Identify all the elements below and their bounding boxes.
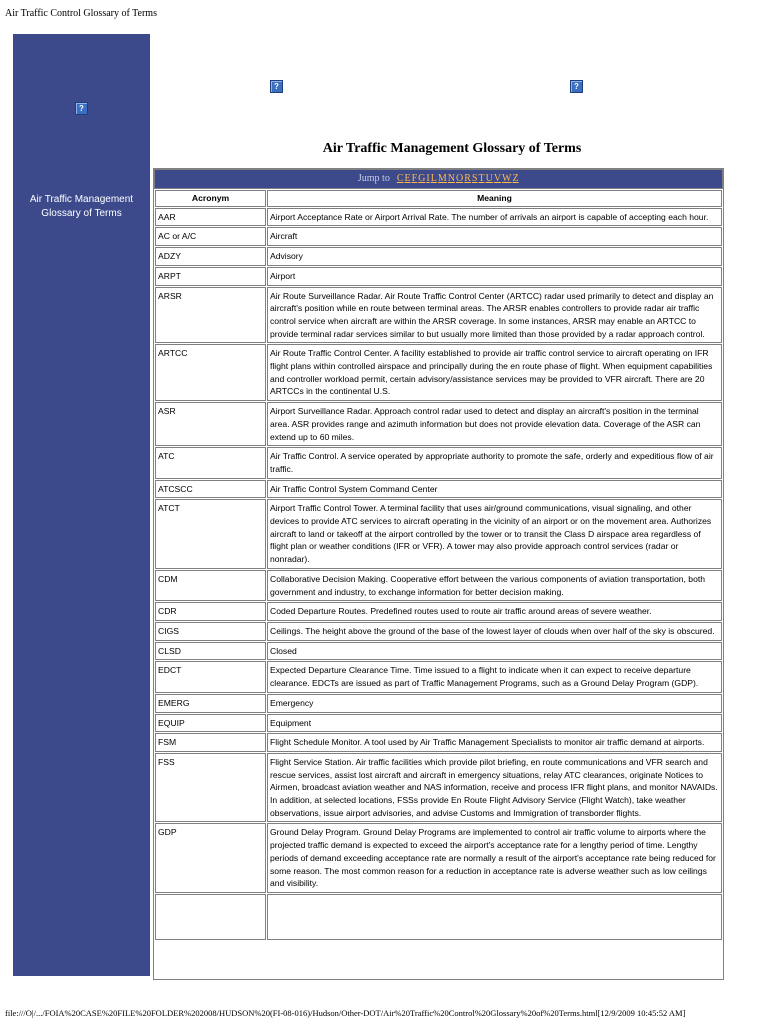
meaning-cell: Air Traffic Control System Command Center xyxy=(267,480,722,499)
glossary-table-container xyxy=(153,168,724,980)
jump-letter-link[interactable]: S xyxy=(471,173,478,184)
table-row xyxy=(155,753,722,823)
meaning-cell: Airport Acceptance Rate or Airport Arrival Rate. The number of arrivals an airport is capable of accepting each hour. xyxy=(267,208,722,227)
meaning-cell: Air Traffic Control. A service operated by appropriate authority to promote the safe, orderly and expeditious flow of air traffic. xyxy=(267,447,722,478)
table-row xyxy=(155,714,722,733)
acronym-cell: ARSR xyxy=(155,287,266,344)
acronym-cell: FSS xyxy=(155,753,266,823)
jump-letter-link[interactable]: Z xyxy=(512,173,519,184)
meaning-cell: Airport Traffic Control Tower. A terminal facility that uses air/ground communications, visual signaling, and other devices to provide ATC services to aircraft operating in the vicinity of an airport or on the movement area. Authorizes aircraft to land or takeoff at the airport controlled by the tower or to transit the Class D airspace area regardless of flight plan or weather conditions (IFR or VFR). A tower may also provide approach control services (radar or nonradar). xyxy=(267,499,722,569)
meaning-cell: Ground Delay Program. Ground Delay Programs are implemented to control air traffic volume to airports where the projected traffic demand is expected to exceed the airport's acceptance rate for a lengthy period of time. Lengthy periods of demand exceeding acceptance rate are normally a result of the airport's acceptance rate being reduced for some reason. The most common reason for a reduction in acceptance rate is adverse weather such as low ceilings and visibility. xyxy=(267,823,722,893)
jump-letter-link[interactable]: U xyxy=(485,173,493,184)
acronym-cell: FSM xyxy=(155,733,266,752)
acronym-cell: EMERG xyxy=(155,694,266,713)
acronym-cell: CLSD xyxy=(155,642,266,661)
meaning-cell: Advisory xyxy=(267,247,722,266)
meaning-cell: Emergency xyxy=(267,694,722,713)
acronym-cell: ATC xyxy=(155,447,266,478)
table-row xyxy=(155,447,722,478)
acronym-cell: ARPT xyxy=(155,267,266,286)
jump-letter-link[interactable]: T xyxy=(478,173,485,184)
table-row xyxy=(155,344,722,401)
jump-letter-link[interactable]: G xyxy=(418,173,426,184)
table-row xyxy=(155,208,722,227)
meaning-cell: Ceilings. The height above the ground of the base of the lowest layer of clouds when over half of the sky is obscured. xyxy=(267,622,722,641)
meaning-cell: Airport xyxy=(267,267,722,286)
jump-to-bar xyxy=(154,169,723,189)
help-icon[interactable]: ? xyxy=(270,80,283,93)
acronym-cell: AAR xyxy=(155,208,266,227)
page-footer-url: file:///O|/.../FOIA%20CASE%20FILE%20FOLDER%202008/HUDSON%20(FI-08-016)/Hudson/Other-DOT/Air%20Traffic%20Control%20Glossary%20of%20Terms.html[12/9/2009 10:45:52 AM] xyxy=(5,1008,686,1018)
jump-letter-link[interactable]: E xyxy=(404,173,411,184)
jump-letter-link[interactable]: M xyxy=(437,173,447,184)
meaning-cell: Flight Schedule Monitor. A tool used by Air Traffic Management Specialists to monitor air traffic demand at airports. xyxy=(267,733,722,752)
jump-letter-links xyxy=(396,173,519,184)
table-header-row xyxy=(155,190,722,207)
help-icon[interactable]: ? xyxy=(75,102,88,115)
help-icon[interactable]: ? xyxy=(570,80,583,93)
table-row xyxy=(155,642,722,661)
acronym-cell: ATCSCC xyxy=(155,480,266,499)
sidebar-title: Air Traffic Management Glossary of Terms xyxy=(29,194,134,219)
table-row xyxy=(155,287,722,344)
jump-letter-link[interactable]: N xyxy=(447,173,455,184)
table-row xyxy=(155,402,722,446)
acronym-cell: CDM xyxy=(155,570,266,601)
jump-letter-link[interactable]: V xyxy=(493,173,502,184)
meaning-cell: Coded Departure Routes. Predefined routes used to route air traffic around areas of severe weather. xyxy=(267,602,722,621)
page-header-title: Air Traffic Control Glossary of Terms xyxy=(5,8,157,19)
meaning-cell: Equipment xyxy=(267,714,722,733)
acronym-cell: ADZY xyxy=(155,247,266,266)
table-row xyxy=(155,661,722,692)
jump-letter-link[interactable]: W xyxy=(502,173,512,184)
table-row xyxy=(155,570,722,601)
meaning-cell: Flight Service Station. Air traffic facilities which provide pilot briefing, en route communications and VFR search and rescue services, assist lost aircraft and aircraft in emergency situations, relay ATC clearances, originate Notices to Airmen, broadcast aviation weather and NAS information, receive and process IFR flight plans, and monitor NAVAIDs. In addition, at selected locations, FSSs provide En Route Flight Advisory Service (Flight Watch), take weather observations, issue airport advisories, and advise Customs and Immigration of transborder flights. xyxy=(267,753,722,823)
meaning-cell: Collaborative Decision Making. Cooperative effort between the various components of aviation transportation, both government and industry, to exchange information for better decision making. xyxy=(267,570,722,601)
acronym-cell xyxy=(155,894,266,940)
sidebar xyxy=(13,34,150,976)
acronym-cell: ARTCC xyxy=(155,344,266,401)
acronym-cell: ASR xyxy=(155,402,266,446)
acronym-cell: CDR xyxy=(155,602,266,621)
page-title: Air Traffic Management Glossary of Terms xyxy=(322,141,582,156)
glossary-table xyxy=(154,189,723,941)
meaning-cell xyxy=(267,894,722,940)
table-row xyxy=(155,733,722,752)
jump-letter-link[interactable]: R xyxy=(464,173,471,184)
table-row xyxy=(155,499,722,569)
table-row xyxy=(155,602,722,621)
acronym-cell: EDCT xyxy=(155,661,266,692)
acronym-cell: CIGS xyxy=(155,622,266,641)
jump-letter-link[interactable]: O xyxy=(456,173,464,184)
meaning-cell: Aircraft xyxy=(267,227,722,246)
meaning-cell: Air Route Traffic Control Center. A facility established to provide air traffic control service to aircraft operating on IFR flight plans within controlled airspace and principally during the en route phase of flight. When equipment capabilities and controller workload permit, certain advisory/assistance services may be provided to VFR aircraft. There are 20 ARTCCs in the continental U.S. xyxy=(267,344,722,401)
acronym-cell: EQUIP xyxy=(155,714,266,733)
table-row xyxy=(155,622,722,641)
column-header-acronym: Acronym xyxy=(155,190,266,207)
table-row xyxy=(155,480,722,499)
acronym-cell: AC or A/C xyxy=(155,227,266,246)
table-row xyxy=(155,823,722,893)
meaning-cell: Airport Surveillance Radar. Approach control radar used to detect and display an aircraft's position in the terminal area. ASR provides range and azimuth information but does not provide elevation data. Coverage of the ASR can extend up to 60 miles. xyxy=(267,402,722,446)
jump-to-label: Jump to xyxy=(357,173,390,184)
jump-letter-link[interactable]: C xyxy=(396,173,404,184)
table-row xyxy=(155,894,722,940)
jump-letter-link[interactable]: L xyxy=(430,173,437,184)
column-header-meaning: Meaning xyxy=(267,190,722,207)
table-row xyxy=(155,227,722,246)
table-row xyxy=(155,267,722,286)
meaning-cell: Air Route Surveillance Radar. Air Route Traffic Control Center (ARTCC) radar used primarily to detect and display an aircraft's position while en route between terminal areas. The ARSR enables controllers to provide radar air traffic control service when aircraft are within the ARSR coverage. In some instances, ARSR may enable an ARTCC to provide terminal radar services similar to but usually more limited than those provided by a radar approach control. xyxy=(267,287,722,344)
jump-letter-link[interactable]: I xyxy=(426,173,430,184)
meaning-cell: Closed xyxy=(267,642,722,661)
acronym-cell: GDP xyxy=(155,823,266,893)
table-row xyxy=(155,694,722,713)
jump-letter-link[interactable]: F xyxy=(411,173,418,184)
table-row xyxy=(155,247,722,266)
meaning-cell: Expected Departure Clearance Time. Time issued to a flight to indicate when it can expect to receive departure clearance. EDCTs are issued as part of Traffic Management Programs, such as a Ground Delay Program (GDP). xyxy=(267,661,722,692)
acronym-cell: ATCT xyxy=(155,499,266,569)
